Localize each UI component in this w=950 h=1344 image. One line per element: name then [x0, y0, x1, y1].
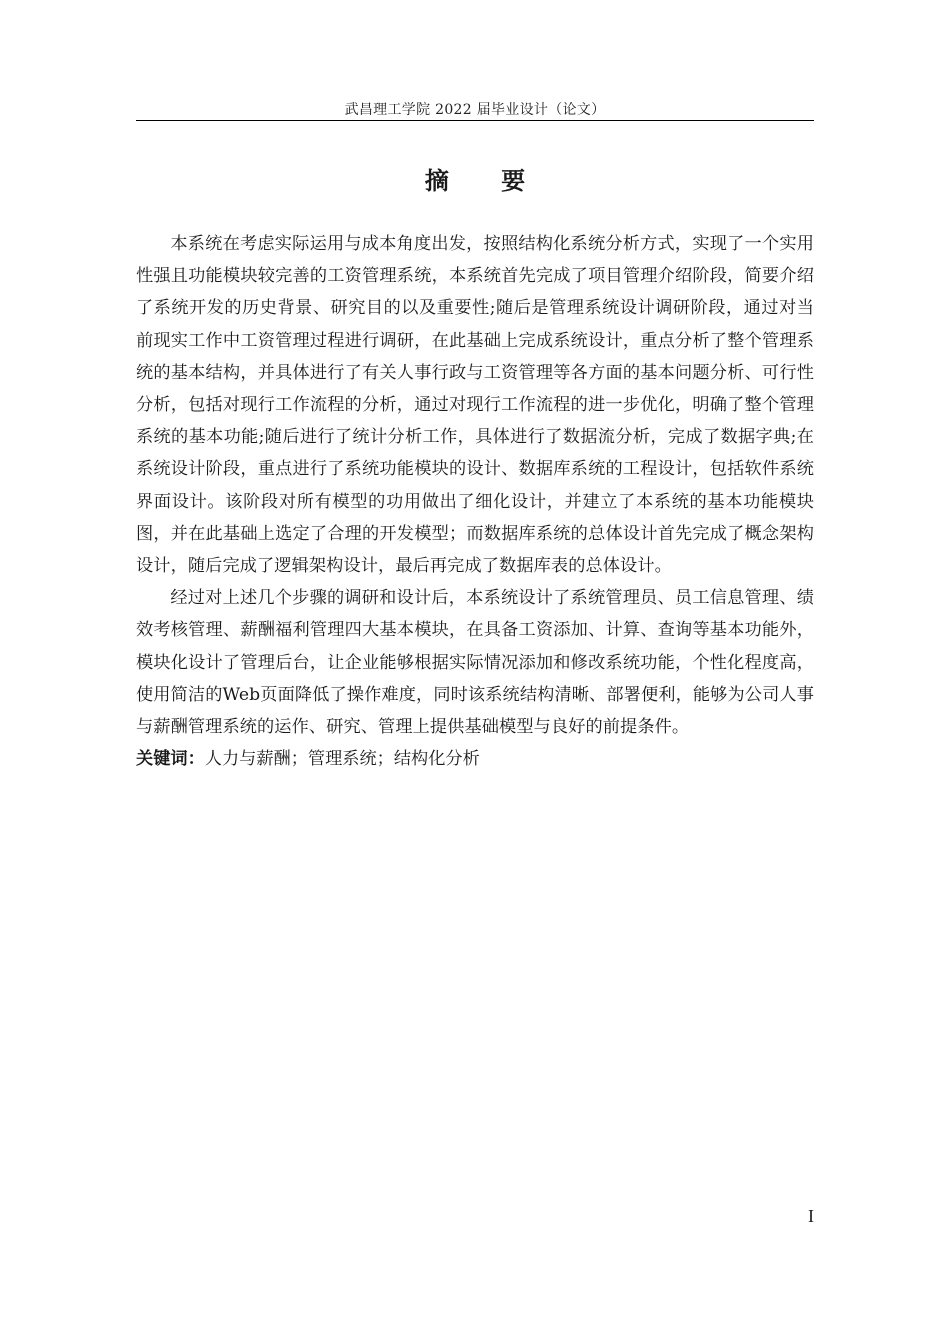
keywords-line	[136, 743, 814, 775]
keywords-value: 人力与薪酬；管理系统；结构化分析	[204, 749, 480, 770]
running-header: 武昌理工学院 2022 届毕业设计（论文）	[344, 102, 606, 118]
abstract-body	[136, 228, 814, 775]
abstract-paragraph-2: 经过对上述几个步骤的调研和设计后，本系统设计了系统管理员、员工信息管理、绩效考核管理、薪酬福利管理四大基本模块，在具备工资添加、计算、查询等基本功能外，模块化设计了管理后台，让企业能够根据实际情况添加和修改系统功能，个性化程度高，使用简洁的Web页面降低了操作难度，同时该系统结构清晰、部署便利，能够为公司人事与薪酬管理系统的运作、研究、管理上提供基础模型与良好的前提条件。	[136, 588, 814, 738]
keywords-label: 关键词：	[136, 749, 205, 770]
header-divider	[136, 120, 814, 121]
abstract-paragraph-1: 本系统在考虑实际运用与成本角度出发，按照结构化系统分析方式，实现了一个实用性强且功能模块较完善的工资管理系统，本系统首先完成了项目管理介绍阶段，简要介绍了系统开发的历史背景、研究目的以及重要性;随后是管理系统设计调研阶段，通过对当前现实工作中工资管理过程进行调研，在此基础上完成系统设计，重点分析了整个管理系统的基本结构，并具体进行了有关人事行政与工资管理等各方面的基本问题分析、可行性分析，包括对现行工作流程的分析，通过对现行工作流程的进一步优化，明确了整个管理系统的基本功能;随后进行了统计分析工作，具体进行了数据流分析，完成了数据字典;在系统设计阶段，重点进行了系统功能模块的设计、数据库系统的工程设计，包括软件系统界面设计。该阶段对所有模型的功用做出了细化设计，并建立了本系统的基本功能模块图，并在此基础上选定了合理的开发模型；而数据库系统的总体设计首先完成了概念架构设计，随后完成了逻辑架构设计，最后再完成了数据库表的总体设计。	[136, 234, 814, 577]
abstract-heading: 摘 要	[424, 167, 548, 195]
page-number: I	[808, 1206, 814, 1226]
